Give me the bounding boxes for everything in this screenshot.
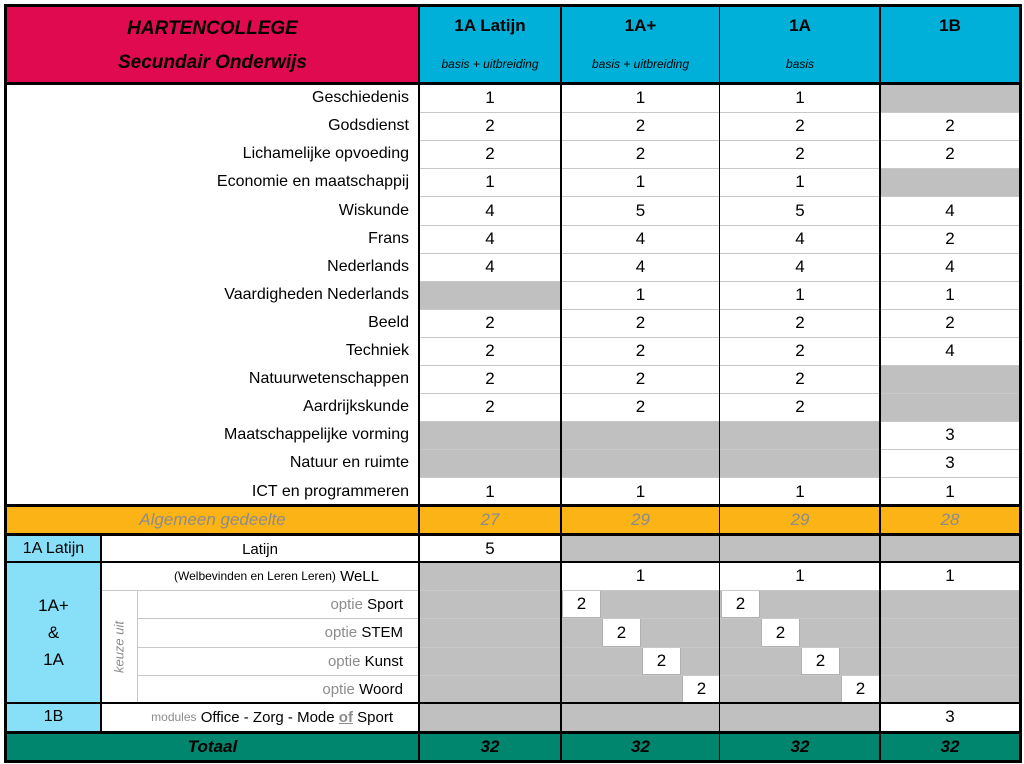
- option-hours-cell: 2: [761, 618, 800, 647]
- subject-name: Natuurwetenschappen: [6, 365, 419, 393]
- empty-cell: [720, 703, 880, 731]
- empty-cell: [419, 281, 561, 309]
- well-hours-1b: 1: [880, 562, 1020, 590]
- option-name: Kunst: [364, 652, 403, 670]
- hours-cell: 2: [561, 393, 720, 421]
- empty-cell: [561, 421, 720, 449]
- hours-cell: 4: [880, 253, 1020, 281]
- subject-name: Vaardigheden Nederlands: [6, 281, 419, 309]
- hours-cell: 2: [880, 225, 1020, 253]
- option-gray-band: [561, 647, 720, 675]
- empty-cell: [419, 703, 561, 731]
- table-border-bottom: [4, 760, 1022, 763]
- subject-well: [101, 562, 419, 590]
- empty-cell: [720, 421, 880, 449]
- hours-cell: 2: [720, 337, 880, 365]
- general-total-1b: 28: [880, 506, 1020, 534]
- school-name: HARTENCOLLEGE: [127, 18, 298, 39]
- latijn-hours-1a-latijn: 5: [419, 536, 561, 562]
- hours-cell: 2: [720, 365, 880, 393]
- hours-cell: 3: [880, 421, 1020, 449]
- group-label-line2: &: [47, 623, 60, 642]
- row-divider: [137, 647, 1020, 648]
- empty-cell: [720, 449, 880, 477]
- hours-cell: 4: [880, 337, 1020, 365]
- option-prefix: optie: [324, 624, 358, 641]
- modules-sport: Sport: [357, 708, 393, 726]
- general-total-1a-latijn: 27: [419, 506, 561, 534]
- subject-name: Lichamelijke opvoeding: [6, 140, 419, 168]
- option-hours-cell: 2: [602, 618, 641, 647]
- hours-cell: 2: [720, 140, 880, 168]
- empty-cell: [880, 168, 1020, 196]
- option-hours-cell: 2: [682, 675, 721, 703]
- general-label: Algemeen gedeelte: [6, 506, 419, 534]
- hours-cell: 2: [419, 337, 561, 365]
- hours-cell: 4: [419, 225, 561, 253]
- hours-cell: 4: [720, 225, 880, 253]
- option-hours-cell: 2: [642, 647, 681, 675]
- option-prefix: optie: [330, 595, 363, 613]
- hours-cell: 4: [419, 196, 561, 225]
- hours-cell: 1: [561, 168, 720, 196]
- subject-name: Geschiedenis: [6, 84, 419, 112]
- hours-cell: 2: [880, 112, 1020, 140]
- column-title: 1B: [939, 16, 961, 35]
- option-prefix: optie: [327, 652, 361, 670]
- group-1a-latijn: 1A Latijn: [6, 536, 101, 562]
- hours-cell: 2: [561, 112, 720, 140]
- hours-cell: 2: [419, 140, 561, 168]
- column-subtitle: basis + uitbreiding: [591, 57, 690, 71]
- hours-cell: 2: [720, 393, 880, 421]
- group-label-line1: 1A+: [38, 596, 69, 615]
- empty-cell: [419, 562, 561, 590]
- column-header-1a-latijn: [419, 6, 561, 83]
- option-label: [137, 618, 419, 647]
- empty-cell: [880, 84, 1020, 112]
- col-border: [560, 4, 562, 763]
- subject-name: Techniek: [6, 337, 419, 365]
- empty-cell: [419, 421, 561, 449]
- option-gray-band: [720, 618, 880, 647]
- hours-cell: 1: [720, 168, 880, 196]
- hours-cell: 1: [720, 477, 880, 506]
- total-1a-latijn: 32: [419, 733, 561, 761]
- column-subtitle: basis + uitbreiding: [441, 57, 539, 71]
- empty-cell: [880, 590, 1020, 618]
- column-subtitle: [880, 54, 1020, 74]
- empty-cell: [880, 675, 1020, 703]
- subject-name: Economie en maatschappij: [6, 168, 419, 196]
- hours-cell: 1: [720, 281, 880, 309]
- column-title: 1A+: [624, 16, 657, 35]
- column-title: 1A Latijn: [454, 16, 526, 35]
- hours-cell: 4: [880, 196, 1020, 225]
- empty-cell: [880, 647, 1020, 675]
- hours-cell: 2: [561, 140, 720, 168]
- option-gray-band: [720, 647, 880, 675]
- total-1a-plus: 32: [561, 733, 720, 761]
- subject-name: Frans: [6, 225, 419, 253]
- total-1a: 32: [720, 733, 880, 761]
- hours-cell: 4: [561, 225, 720, 253]
- empty-cell: [419, 618, 561, 647]
- group-1a-plus-1a: [6, 562, 101, 703]
- total-label: Totaal: [6, 733, 419, 761]
- hours-cell: 2: [561, 337, 720, 365]
- option-name: Sport: [367, 595, 403, 613]
- row-divider: [137, 618, 1020, 619]
- well-name: WeLL: [340, 567, 379, 585]
- hours-cell: 5: [720, 196, 880, 225]
- option-hours-cell: 2: [562, 590, 601, 618]
- header-divider: [4, 82, 1022, 85]
- col-border: [418, 4, 420, 763]
- column-header-1a: [720, 6, 880, 83]
- option-prefix: optie: [322, 680, 355, 698]
- hours-cell: 1: [880, 477, 1020, 506]
- subject-name: ICT en programmeren: [6, 477, 419, 506]
- option-label: [137, 590, 419, 618]
- empty-cell: [880, 536, 1020, 562]
- option-label: [137, 675, 419, 703]
- option-hours-cell: 2: [801, 647, 840, 675]
- option-name: STEM: [361, 624, 403, 641]
- hours-cell: 1: [419, 168, 561, 196]
- hours-cell: 2: [720, 112, 880, 140]
- hours-cell: 2: [720, 309, 880, 337]
- empty-cell: [561, 449, 720, 477]
- hours-cell: 2: [419, 309, 561, 337]
- col-divider: [137, 590, 138, 703]
- option-name: Woord: [359, 680, 403, 698]
- option-label: [137, 647, 419, 675]
- empty-cell: [419, 647, 561, 675]
- keuze-uit-label: [101, 590, 137, 703]
- hours-cell: 1: [561, 84, 720, 112]
- hours-cell: 2: [880, 140, 1020, 168]
- col-border: [879, 4, 881, 763]
- hours-cell: 1: [419, 84, 561, 112]
- modules-text: Office - Zorg - Mode: [200, 708, 335, 726]
- empty-cell: [561, 536, 720, 562]
- general-total-1a: 29: [720, 506, 880, 534]
- hours-cell: 1: [561, 477, 720, 506]
- hours-cell: 1: [880, 281, 1020, 309]
- modules-hours-1b: 3: [880, 703, 1020, 731]
- hours-cell: 5: [561, 196, 720, 225]
- empty-cell: [880, 618, 1020, 647]
- hours-cell: 4: [561, 253, 720, 281]
- subject-name: Maatschappelijke vorming: [6, 421, 419, 449]
- hours-cell: 2: [419, 112, 561, 140]
- table-border-right: [1019, 4, 1022, 763]
- subject-name: Wiskunde: [6, 196, 419, 225]
- well-hours-1a-plus: 1: [561, 562, 720, 590]
- modules-prefix: modules: [151, 710, 197, 724]
- empty-cell: [880, 365, 1020, 393]
- option-hours-cell: 2: [841, 675, 880, 703]
- hours-cell: 2: [880, 309, 1020, 337]
- subject-name: Beeld: [6, 309, 419, 337]
- row-divider: [137, 675, 1020, 676]
- hours-cell: 1: [561, 281, 720, 309]
- keuze-uit-text: keuze uit: [111, 620, 127, 673]
- hours-cell: 1: [419, 477, 561, 506]
- subject-name: Godsdienst: [6, 112, 419, 140]
- hours-cell: 1: [720, 84, 880, 112]
- hours-cell: 2: [419, 393, 561, 421]
- hours-cell: 2: [561, 365, 720, 393]
- empty-cell: [561, 703, 720, 731]
- hours-cell: 3: [880, 449, 1020, 477]
- general-total-1a-plus: 29: [561, 506, 720, 534]
- subject-latijn: Latijn: [101, 536, 419, 562]
- empty-cell: [720, 536, 880, 562]
- table-border-top: [4, 4, 1022, 7]
- empty-cell: [880, 393, 1020, 421]
- column-header-1a-plus: [561, 6, 720, 83]
- subject-name: Aardrijkskunde: [6, 393, 419, 421]
- empty-cell: [419, 590, 561, 618]
- hours-cell: 4: [720, 253, 880, 281]
- block-divider: [4, 702, 1022, 704]
- well-prefix: (Welbevinden en Leren Leren): [174, 569, 336, 583]
- empty-cell: [419, 675, 561, 703]
- col-border: [100, 535, 102, 732]
- column-header-1b: [880, 6, 1020, 83]
- hours-cell: 2: [419, 365, 561, 393]
- subject-name: Natuur en ruimte: [6, 449, 419, 477]
- general-divider-top: [4, 504, 1022, 507]
- col-border: [719, 4, 720, 763]
- hours-cell: 2: [561, 309, 720, 337]
- subject-modules: [101, 703, 419, 731]
- general-divider-bottom: [4, 533, 1022, 536]
- total-1b: 32: [880, 733, 1020, 761]
- school-header: [6, 6, 419, 83]
- group-label-line3: 1A: [43, 650, 64, 669]
- total-divider: [4, 731, 1022, 734]
- subject-name: Nederlands: [6, 253, 419, 281]
- block-divider: [4, 561, 1022, 563]
- column-subtitle: basis: [785, 57, 814, 71]
- school-subtitle: Secundair Onderwijs: [118, 52, 307, 73]
- modules-of: of: [338, 708, 353, 726]
- well-hours-1a: 1: [720, 562, 880, 590]
- empty-cell: [419, 449, 561, 477]
- table-border-left: [4, 4, 7, 763]
- column-title: 1A: [789, 16, 811, 35]
- option-hours-cell: 2: [721, 590, 760, 618]
- hours-cell: 4: [419, 253, 561, 281]
- group-1b: 1B: [6, 703, 101, 731]
